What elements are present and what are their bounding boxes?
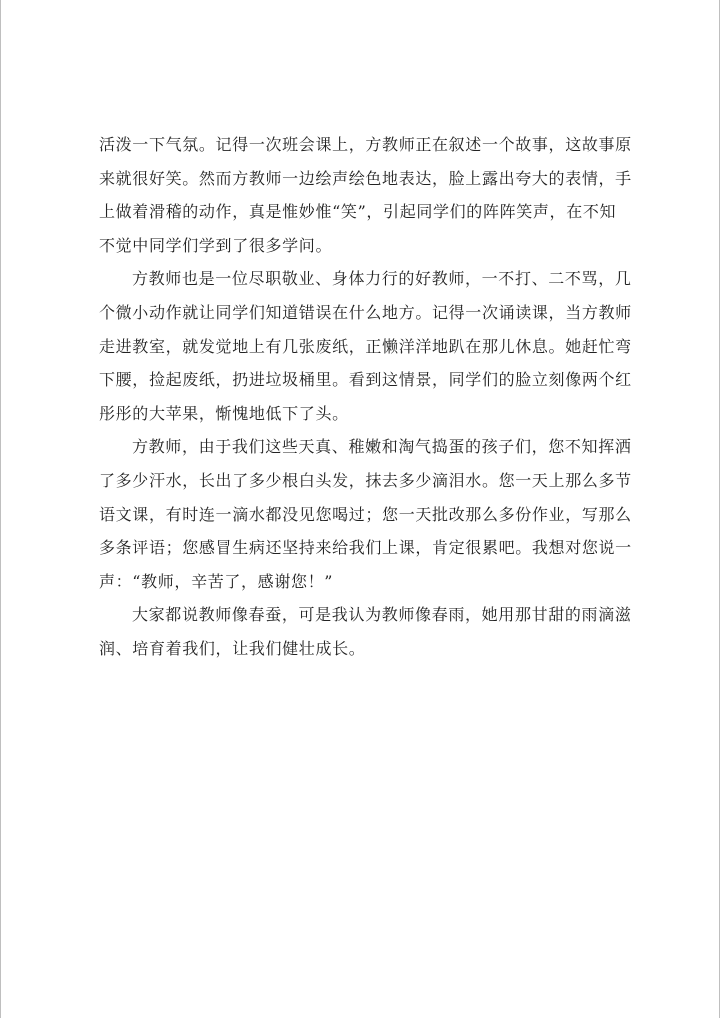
text-line: 了多少汗水，长出了多少根白头发，抹去多少滴泪水。您一天上那么多节 bbox=[99, 470, 632, 490]
paragraph-2 bbox=[99, 262, 632, 430]
text-line: 彤彤的大苹果，惭愧地低下了头。 bbox=[99, 403, 349, 423]
text-line: 不觉中同学们学到了很多学问。 bbox=[99, 235, 333, 255]
text-line: 语文课，有时连一滴水都没见您喝过；您一天批改那么多份作业，写那么 bbox=[99, 504, 632, 524]
text-line: 声：“教师，辛苦了，感谢您！” bbox=[99, 571, 334, 591]
text-line: 方教师，由于我们这些天真、稚嫩和淘气捣蛋的孩子们，您不知挥洒 bbox=[132, 437, 632, 457]
text-line: 润、培育着我们，让我们健壮成长。 bbox=[99, 638, 366, 658]
text-line: 下腰，捡起废纸，扔进垃圾桶里。看到这情景，同学们的脸立刻像两个红 bbox=[99, 370, 632, 390]
text-line: 大家都说教师像春蚕，可是我认为教师像春雨，她用那甘甜的雨滴滋 bbox=[132, 605, 632, 625]
text-line: 活泼一下气氛。记得一次班会课上，方教师正在叙述一个故事，这故事原 bbox=[99, 135, 632, 154]
text-line: 多条评语；您感冒生病还坚持来给我们上课，肯定很累吧。我想对您说一 bbox=[99, 538, 632, 558]
text-line: 来就很好笑。然而方教师一边绘声绘色地表达，脸上露出夸大的表情，手 bbox=[99, 168, 632, 188]
paragraph-4 bbox=[99, 598, 632, 665]
paragraph-1 bbox=[99, 128, 632, 262]
paragraph-3 bbox=[99, 430, 632, 598]
text-line: 方教师也是一位尽职敬业、身体力行的好教师，一不打、二不骂，几 bbox=[132, 269, 632, 289]
text-line: 个微小动作就让同学们知道错误在什么地方。记得一次诵读课，当方教师 bbox=[99, 302, 632, 322]
text-line: 上做着滑稽的动作，真是惟妙惟“笑”，引起同学们的阵阵笑声，在不知 bbox=[99, 202, 617, 222]
text-line: 走进教室，就发觉地上有几张废纸，正懒洋洋地趴在那儿休息。她赶忙弯 bbox=[99, 336, 632, 356]
document-body bbox=[99, 128, 632, 666]
